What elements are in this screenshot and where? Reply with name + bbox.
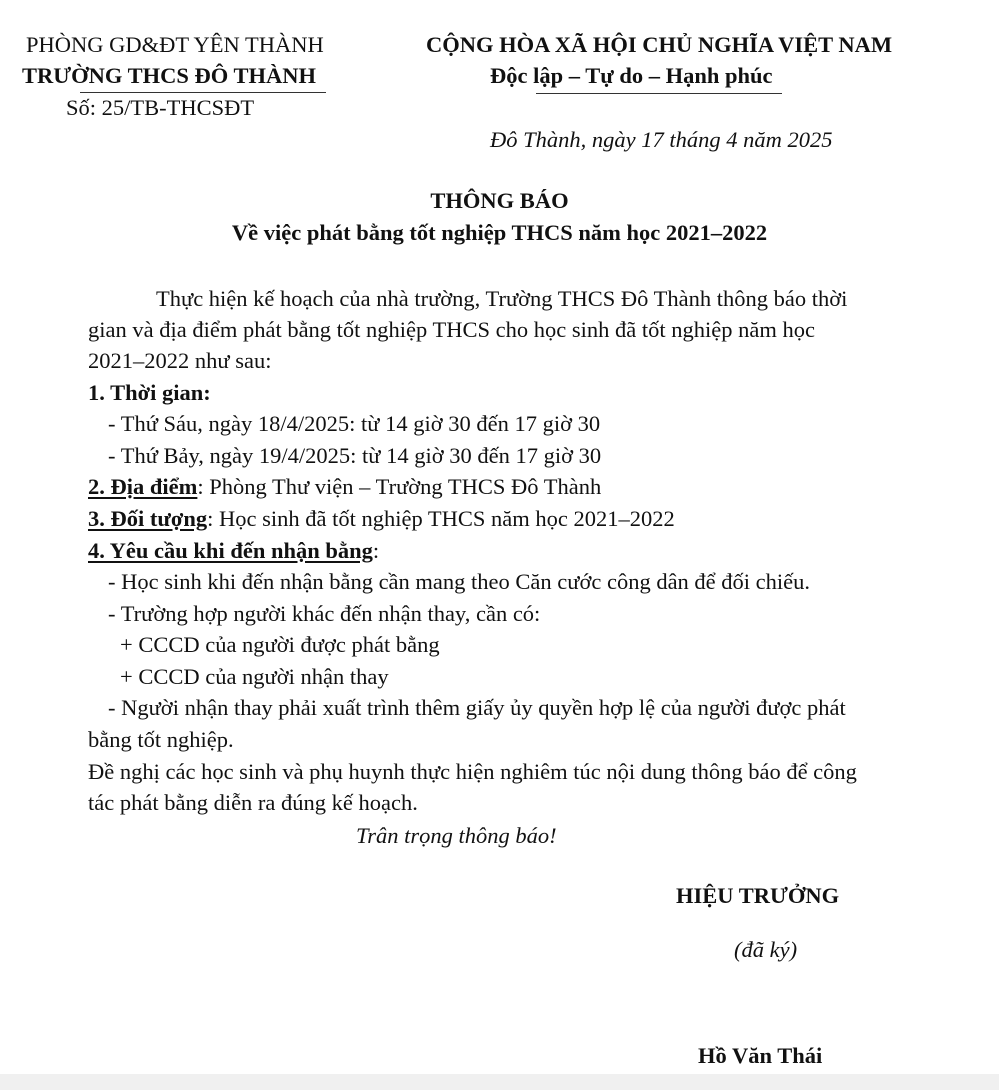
signature-title: HIỆU TRƯỞNG bbox=[676, 883, 840, 908]
section-location-label: 2. Địa điểm bbox=[88, 474, 198, 499]
section-requirements-label: 4. Yêu cầu khi đến nhận bằng bbox=[88, 538, 373, 563]
requirement-sub-1: + CCCD của người được phát bằng bbox=[120, 632, 440, 657]
document-number: Số: 25/TB-THCSĐT bbox=[66, 95, 255, 120]
requirement-item-3-line-2: bằng tốt nghiệp. bbox=[88, 727, 234, 752]
signature-note: (đã ký) bbox=[734, 937, 798, 962]
intro-line-1: Thực hiện kế hoạch của nhà trường, Trường THCS Đô Thành thông báo thời bbox=[156, 286, 848, 311]
requirement-sub-2: + CCCD của người nhận thay bbox=[120, 664, 389, 689]
section-location bbox=[88, 476, 601, 499]
page-bottom-band bbox=[0, 1074, 999, 1090]
regards: Trân trọng thông báo! bbox=[356, 823, 557, 848]
date-place: Đô Thành, ngày 17 tháng 4 năm 2025 bbox=[490, 127, 833, 152]
section-location-text: : Phòng Thư viện – Trường THCS Đô Thành bbox=[197, 474, 602, 499]
requirement-item-1: - Học sinh khi đến nhận bằng cần mang theo Căn cước công dân để đối chiếu. bbox=[108, 569, 811, 594]
school-name: TRƯỜNG THCS ĐÔ THÀNH bbox=[22, 63, 317, 88]
closing-line-2: tác phát bằng diễn ra đúng kế hoạch. bbox=[88, 790, 418, 815]
requirement-item-3-line-1: - Người nhận thay phải xuất trình thêm giấy ủy quyền hợp lệ của người được phát bbox=[108, 695, 846, 720]
time-item-friday: - Thứ Sáu, ngày 18/4/2025: từ 14 giờ 30 đến 17 giờ 30 bbox=[108, 411, 601, 436]
document-title: THÔNG BÁO bbox=[430, 188, 569, 213]
school-name-underline bbox=[80, 92, 326, 93]
department-name: PHÒNG GD&ĐT YÊN THÀNH bbox=[26, 32, 324, 57]
closing-line-1: Đề nghị các học sinh và phụ huynh thực hiện nghiêm túc nội dung thông báo để công bbox=[88, 759, 857, 784]
national-motto: Độc lập – Tự do – Hạnh phúc bbox=[490, 63, 773, 88]
document-subtitle: Về việc phát bằng tốt nghiệp THCS năm học 2021–2022 bbox=[231, 220, 768, 245]
time-item-saturday: - Thứ Bảy, ngày 19/4/2025: từ 14 giờ 30 đến 17 giờ 30 bbox=[108, 443, 602, 468]
national-title: CỘNG HÒA XÃ HỘI CHỦ NGHĨA VIỆT NAM bbox=[426, 32, 893, 57]
intro-line-3: 2021–2022 như sau: bbox=[88, 348, 272, 373]
intro-line-2: gian và địa điểm phát bằng tốt nghiệp THCS cho học sinh đã tốt nghiệp năm học bbox=[88, 317, 815, 342]
section-target bbox=[88, 508, 675, 531]
signer-name: Hồ Văn Thái bbox=[698, 1043, 823, 1068]
section-time-heading: 1. Thời gian: bbox=[88, 380, 211, 405]
motto-underline bbox=[536, 93, 782, 94]
requirement-item-2: - Trường hợp người khác đến nhận thay, cần có: bbox=[108, 601, 541, 626]
section-requirements bbox=[88, 540, 379, 563]
section-requirements-colon: : bbox=[372, 538, 380, 563]
section-target-text: : Học sinh đã tốt nghiệp THCS năm học 2021–2022 bbox=[207, 506, 675, 531]
section-target-label: 3. Đối tượng bbox=[88, 506, 208, 531]
